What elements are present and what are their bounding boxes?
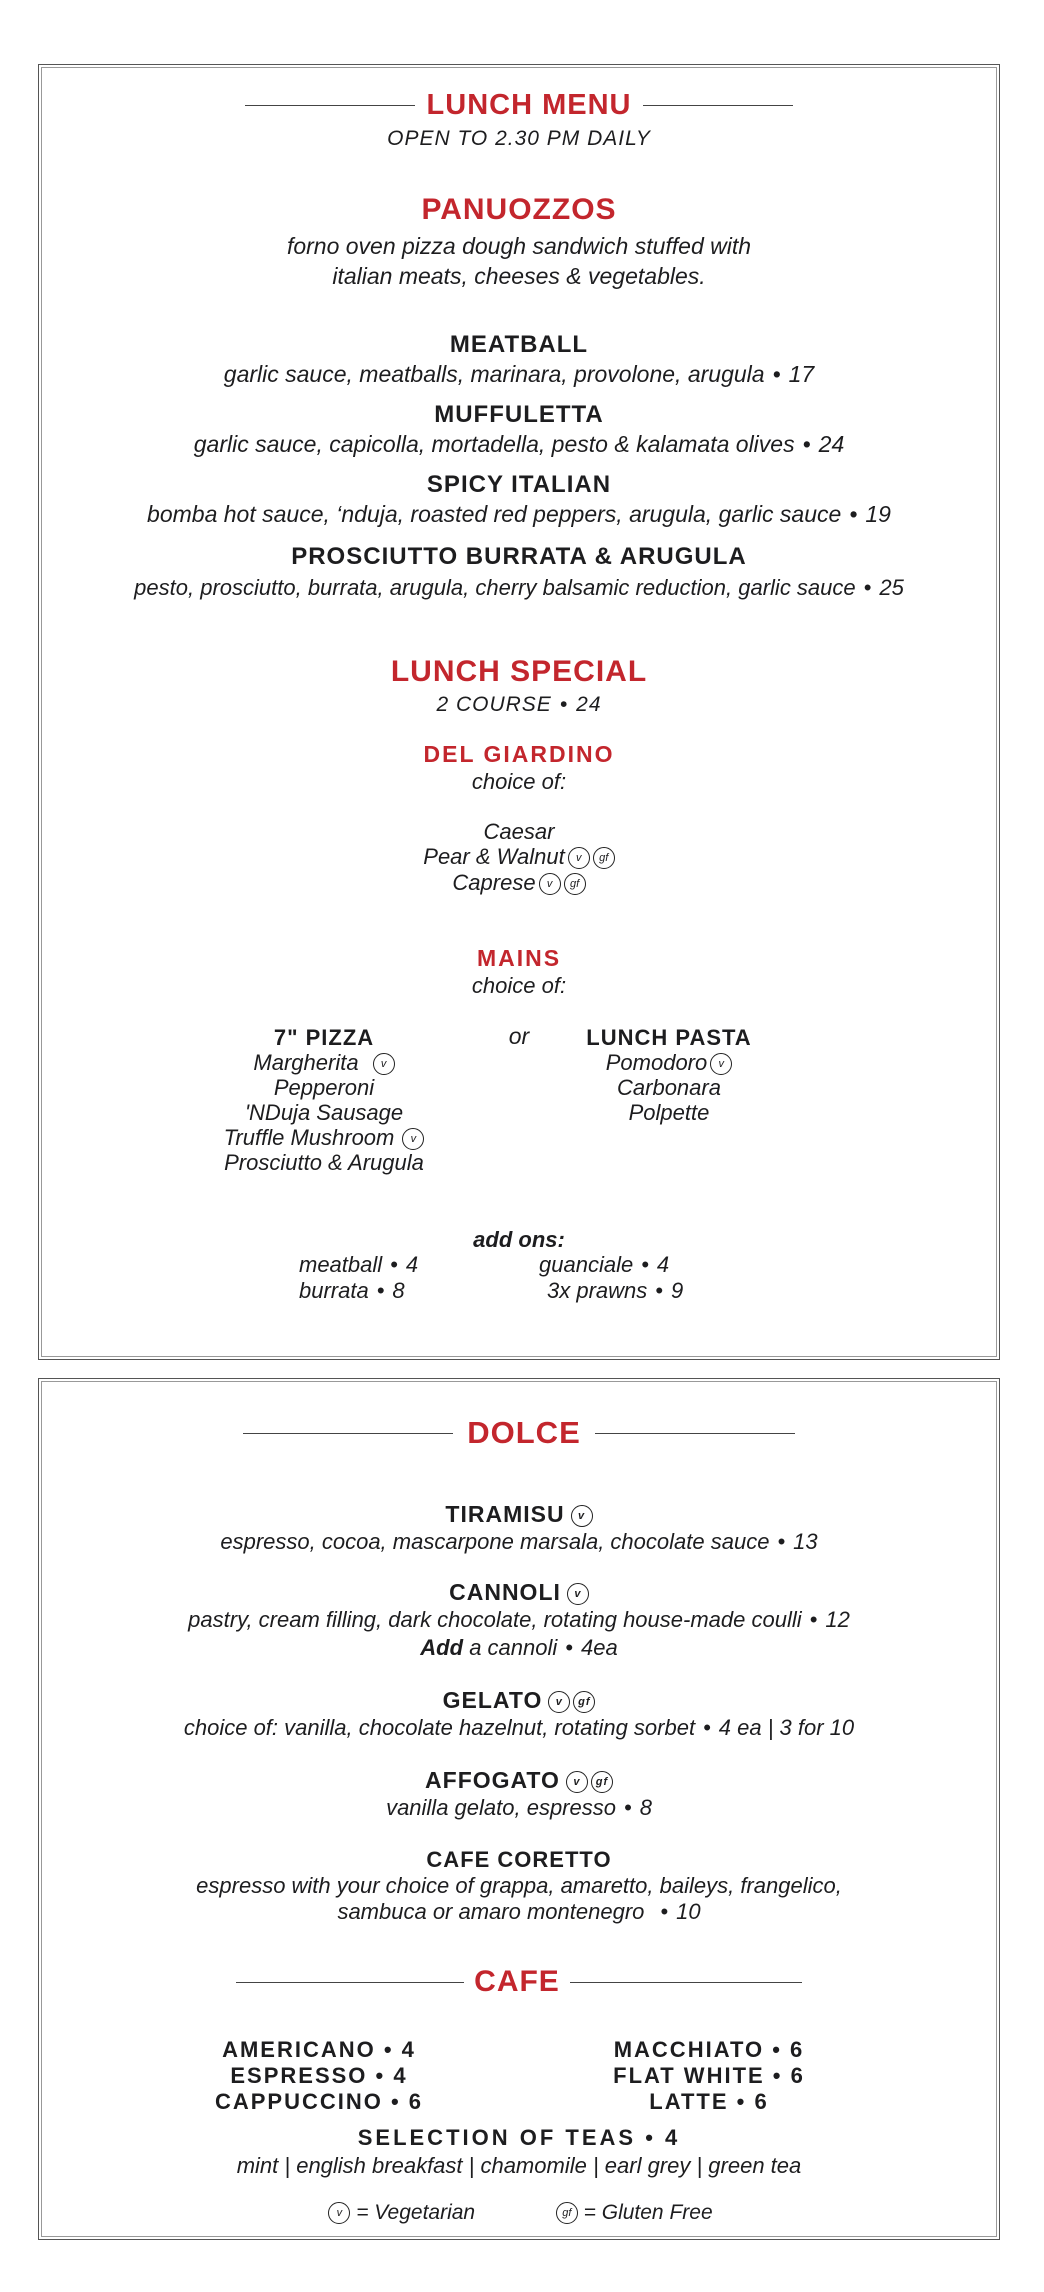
panuozzo-price: 17 [788,361,815,387]
salad-item: Caesar [483,819,555,844]
lunch-menu-title: LUNCH MENU [426,89,632,121]
addon-item [299,1252,459,1278]
drink-name: MACCHIATO [613,2037,765,2062]
vegetarian-icon: v [548,1691,570,1713]
add-label: Add [420,1635,464,1660]
divider-left [236,1982,464,1983]
pizza-title: 7" PIZZA [273,1025,375,1050]
bullet: • [655,1278,663,1303]
gluten-free-icon: gf [564,873,586,895]
addon-price: 9 [670,1278,684,1303]
vegetarian-label: = Vegetarian [356,2201,476,2224]
or-separator: or [508,1023,530,1049]
bullet: • [390,1252,398,1277]
dessert-price: 10 [676,1899,701,1924]
addon-price: 4 [656,1252,670,1277]
addon-name: meatball [299,1252,383,1277]
vegetarian-icon: v [710,1053,732,1075]
bullet: • [565,1635,573,1660]
pizza-item [204,1125,444,1150]
dolce-cafe-panel [38,1378,1000,2240]
drink-name: FLAT WHITE [613,2063,765,2088]
panuozzo-name: SPICY ITALIAN [426,471,612,498]
panuozzo-desc [39,431,999,458]
bullet: • [703,1715,711,1740]
bullet: • [559,693,569,716]
vegetarian-icon: v [568,847,590,869]
dessert-name: CAFE CORETTO [426,1847,612,1872]
panuozzos-title: PANUOZZOS [421,193,617,226]
dessert-name [39,1687,999,1714]
vegetarian-icon: v [402,1128,424,1150]
bullet: • [623,1795,632,1820]
dessert-ingredients: espresso, cocoa, mascarpone marsala, chocolate sauce [220,1529,770,1554]
lunch-menu-panel [38,64,1000,1360]
panuozzo-desc [39,575,999,601]
divider-left [245,105,415,106]
dessert-desc [39,1899,999,1925]
panuozzo-price: 19 [865,501,891,527]
gluten-free-icon: gf [591,1771,613,1793]
dessert-price: 12 [825,1607,850,1632]
dessert-desc: espresso with your choice of grappa, amaretto, baileys, frangelico, [196,1873,842,1898]
salad-item [39,844,999,870]
dessert-price: 4 ea | 3 for 10 [718,1715,855,1740]
drink-price: 6 [790,2063,805,2088]
vegetarian-icon: v [373,1053,395,1075]
addon-price: 4 [405,1252,419,1277]
dessert-desc [39,1795,999,1821]
addon-price: 8 [392,1278,405,1303]
drink-name: LATTE [649,2089,729,2114]
addon-name: 3x prawns [547,1278,648,1303]
pizza-item [204,1050,444,1075]
panuozzos-desc-line2: italian meats, cheeses & vegetables. [332,263,706,289]
salad-item [39,870,999,896]
gluten-free-icon: gf [593,847,615,869]
pasta-item [569,1050,769,1075]
bullet: • [849,501,858,527]
panuozzos-desc-line1: forno oven pizza dough sandwich stuffed with [286,233,752,259]
dessert-desc [39,1529,999,1555]
addon-item [299,1278,459,1304]
panuozzo-price: 25 [879,575,904,600]
divider-right [643,105,793,106]
drink-name: CAPPUCCINO [214,2089,383,2114]
panuozzo-ingredients: pesto, prosciutto, burrata, arugula, cherry balsamic reduction, garlic sauce [134,575,856,600]
bullet: • [802,431,811,457]
panuozzo-ingredients: garlic sauce, meatballs, marinara, provolone, arugula [223,361,765,387]
dessert-title: GELATO [442,1687,543,1713]
drink-price: 6 [790,2037,805,2062]
drink-item: ESPRESSO • 4 [230,2063,408,2088]
teas-name: SELECTION OF TEAS [357,2125,637,2150]
dessert-ingredients: pastry, cream filling, dark chocolate, rotating house-made coulli [188,1607,802,1632]
dessert-price: 8 [639,1795,652,1820]
panuozzo-name: PROSCIUTTO BURRATA & ARUGULA [291,543,747,570]
dessert-title: AFFOGATO [425,1767,560,1793]
dessert-name [39,1767,999,1794]
teas-price: 4 [665,2125,681,2150]
drink-item: LATTE • 6 [649,2089,769,2114]
cafe-title: CAFE [474,1965,560,1998]
lunch-special-title: LUNCH SPECIAL [390,655,648,688]
add-price: 4ea [580,1635,618,1660]
dessert-title: CANNOLI [449,1579,561,1605]
panuozzo-ingredients: bomba hot sauce, ‘nduja, roasted red peppers, arugula, garlic sauce [147,501,842,527]
mains-choice: choice of: [471,973,567,998]
giardino-title: DEL GIARDINO [423,741,615,767]
drink-price: 4 [393,2063,408,2088]
pasta-title: LUNCH PASTA [586,1025,752,1050]
mains-title: MAINS [476,945,562,971]
divider-right [570,1982,802,1983]
drink-price: 6 [754,2089,769,2114]
salad-name: Pear & Walnut [423,844,565,869]
panuozzo-desc [39,361,999,388]
drink-price: 4 [401,2037,416,2062]
pasta-column [569,1025,769,1125]
dessert-ingredients: sambuca or amaro montenegro [337,1899,645,1924]
vegetarian-icon: v [539,873,561,895]
lunch-special-subtitle [39,693,999,717]
addons-title: add ons: [473,1227,565,1252]
pasta-name: Pomodoro [605,1050,708,1075]
vegetarian-icon: v [566,1771,588,1793]
dessert-addon [39,1635,999,1661]
dessert-ingredients: vanilla gelato, espresso [386,1795,616,1820]
pizza-column [204,1025,444,1175]
dietary-legend [39,2201,999,2225]
panuozzo-price: 24 [818,431,845,457]
teas-list: mint | english breakfast | chamomile | earl grey | green tea [236,2153,802,2178]
panuozzo-ingredients: garlic sauce, capicolla, mortadella, pesto & kalamata olives [193,431,795,457]
pasta-item: Polpette [628,1100,710,1126]
dessert-name [39,1501,999,1528]
addon-item [547,1278,717,1304]
dolce-header [39,1415,999,1451]
cafe-right-column [579,2037,839,2115]
dessert-name [39,1579,999,1606]
panuozzo-name: MEATBALL [449,331,589,358]
teas-title: SELECTION OF TEAS • 4 [357,2125,681,2150]
vegetarian-icon: v [571,1505,593,1527]
special-price: 24 [576,693,602,716]
lunch-menu-header [39,89,999,122]
salad-name: Caprese [452,870,536,895]
addon-name: burrata [299,1278,369,1303]
addon-name: guanciale [539,1252,634,1277]
gluten-free-icon: gf [573,1691,595,1713]
pizza-item: Pepperoni [273,1075,375,1101]
dessert-title: TIRAMISU [445,1501,565,1527]
bullet: • [660,1899,669,1924]
drink-name: ESPRESSO [230,2063,368,2088]
pizza-name: Margherita [253,1050,359,1075]
drink-item: AMERICANO • 4 [222,2037,416,2062]
dessert-ingredients: choice of: vanilla, chocolate hazelnut, rotating sorbet [183,1715,696,1740]
dessert-desc [39,1607,999,1633]
cafe-header [39,1965,999,1999]
drink-price: 6 [408,2089,424,2114]
divider-left [243,1433,453,1434]
vegetarian-icon: v [567,1583,589,1605]
panuozzo-desc [39,501,999,528]
drink-item: CAPPUCCINO • 6 [214,2089,424,2114]
drink-name: AMERICANO [222,2037,376,2062]
dolce-title: DOLCE [467,1415,581,1450]
vegetarian-icon: v [328,2202,350,2224]
dessert-price: 13 [793,1529,818,1554]
dessert-desc [39,1715,999,1741]
pizza-name: Truffle Mushroom [223,1125,395,1151]
gluten-free-label: = Gluten Free [583,2201,713,2224]
giardino-choice: choice of: [471,769,567,794]
drink-item: MACCHIATO • 6 [613,2037,805,2062]
divider-right [595,1433,795,1434]
pizza-item: Prosciutto & Arugula [224,1150,424,1176]
panuozzo-name: MUFFULETTA [434,401,604,428]
bullet: • [641,1252,649,1277]
bullet: • [772,361,781,387]
drink-item: FLAT WHITE • 6 [613,2063,805,2088]
pasta-item: Carbonara [617,1075,721,1101]
lunch-hours: OPEN TO 2.30 PM DAILY [387,127,651,150]
addon-item [539,1252,709,1278]
course-count: 2 COURSE [436,693,552,716]
bullet: • [809,1607,818,1632]
cafe-left-column [189,2037,449,2115]
gluten-free-icon: gf [556,2202,578,2224]
bullet: • [777,1529,786,1554]
bullet: • [863,575,872,600]
pizza-item: 'NDuja Sausage [244,1100,404,1126]
bullet: • [376,1278,385,1303]
add-item: a cannoli [469,1635,558,1660]
